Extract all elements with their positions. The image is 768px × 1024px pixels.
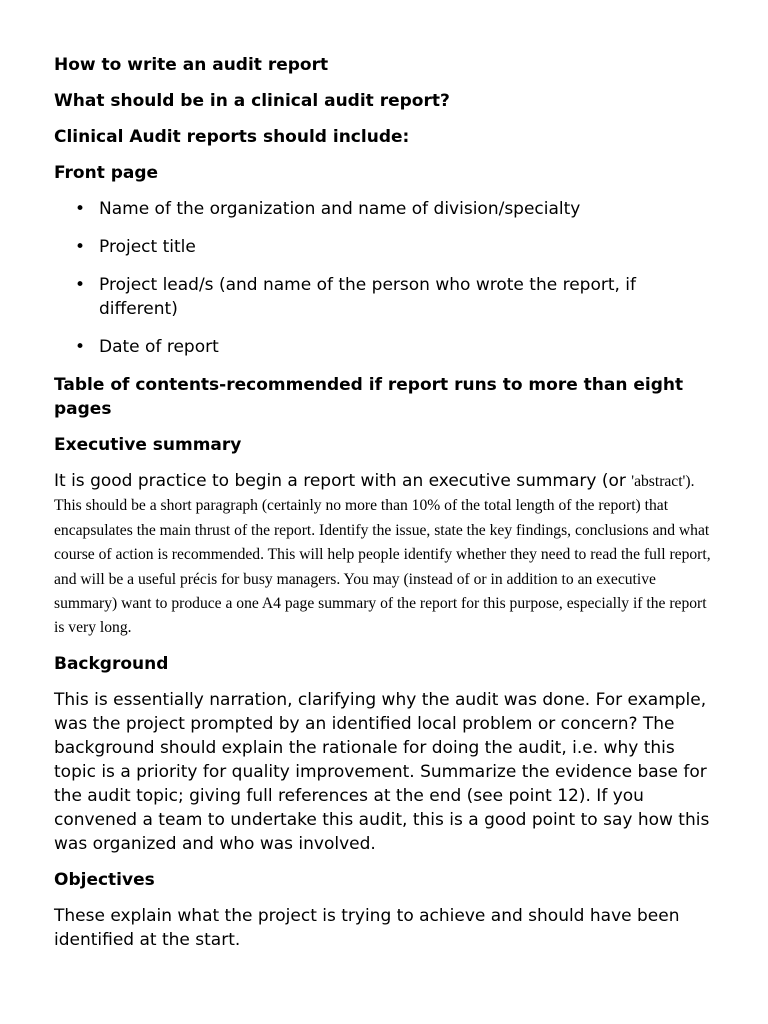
background-heading: Background [54, 653, 169, 674]
list-item-text: Project lead/s (and name of the person who wrote the report, if different) [99, 275, 637, 319]
list-item-text: Name of the organization and name of division/specialty [99, 199, 581, 219]
objectives-heading: Objectives [54, 869, 155, 890]
executive-summary-body: 'abstract'). This should be a short paragraph (certainly no more than 10% of the total length of the report) that encapsulates the main thrust of the report. Identify the issue, state the key findings, conclusions and what course of action is recommended. This will help people identify whether they need to read the full report, and will be a useful précis for busy managers. You may (instead of or in addition to an executive summary) want to produce a one A4 page summary of the report for this purpose, especially if the report is very long. [54, 473, 711, 637]
list-item-text: Date of report [99, 337, 219, 357]
bullet-icon: • [75, 337, 86, 357]
background-paragraph: This is essentially narration, clarifying why the audit was done. For example, was the project prompted by an identified local problem or concern? The background should explain the rationale for doing the audit, i.e. why this topic is a priority for quality improvement. Summarize the evidence base for the audit topic; giving full references at the end (see point 12). If you convened a team to undertake this audit, this is a good point to say how this was organized and who was involved. [54, 689, 710, 854]
executive-summary-paragraph [54, 469, 718, 640]
toc-heading: Table of contents-recommended if report runs to more than eight pages [54, 375, 684, 419]
list-item-text: Project title [99, 237, 196, 257]
front-page-heading: Front page [54, 163, 159, 183]
bullet-icon: • [75, 199, 86, 219]
executive-summary-heading: Executive summary [54, 435, 242, 455]
list-item [75, 235, 718, 259]
executive-summary-lead: It is good practice to begin a report with an executive summary (or [54, 471, 626, 491]
document-title: How to write an audit report [54, 55, 329, 75]
document-intro: Clinical Audit reports should include: [54, 127, 410, 147]
list-item [75, 273, 718, 321]
front-page-list [54, 197, 718, 359]
document-page [54, 53, 718, 964]
list-item [75, 335, 718, 359]
objectives-paragraph: These explain what the project is trying to achieve and should have been identified at the start. [54, 905, 680, 950]
bullet-icon: • [75, 275, 86, 295]
document-question: What should be in a clinical audit report? [54, 91, 450, 111]
bullet-icon: • [75, 237, 86, 257]
list-item [75, 197, 718, 221]
